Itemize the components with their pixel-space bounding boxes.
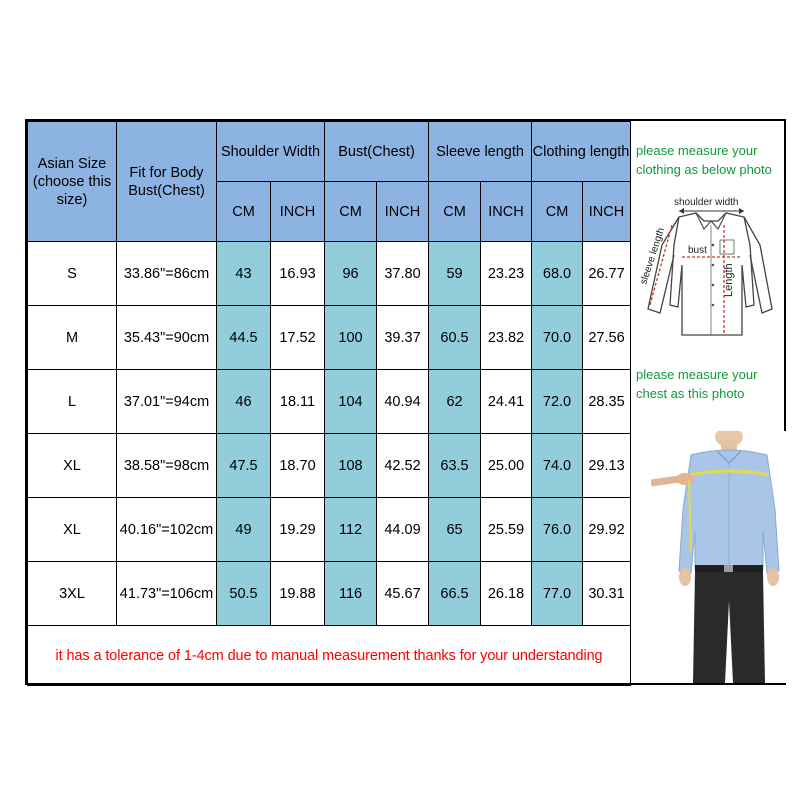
size-table <box>27 121 631 686</box>
header-asian-size: Asian Size (choose this size) <box>28 122 117 242</box>
length-inch-cell: 29.92 <box>583 498 631 562</box>
shoulder-cm-cell: 46 <box>217 370 271 434</box>
sleeve-inch-cell: 24.41 <box>481 370 532 434</box>
table-row <box>28 306 631 370</box>
length-inch-cell: 26.77 <box>583 242 631 306</box>
sleeve-inch-cell: 23.82 <box>481 306 532 370</box>
header-clothing-length: Clothing length <box>532 122 631 182</box>
bust-label: bust <box>688 245 707 256</box>
size-cell: XL <box>28 498 117 562</box>
sleeve-cm-cell: 66.5 <box>429 562 481 626</box>
fit-cell: 37.01"=94cm <box>117 370 217 434</box>
sleeve-length-label: sleeve length <box>638 226 668 286</box>
length-cm-cell: 76.0 <box>532 498 583 562</box>
sleeve-cm-cell: 65 <box>429 498 481 562</box>
bust-cm-cell: 96 <box>325 242 377 306</box>
sleeve-cm-cell: 59 <box>429 242 481 306</box>
size-chart <box>25 119 786 685</box>
table-row <box>28 498 631 562</box>
bust-cm-cell: 100 <box>325 306 377 370</box>
bust-inch-cell: 39.37 <box>377 306 429 370</box>
sleeve-cm-cell: 62 <box>429 370 481 434</box>
sleeve-cm-cell: 63.5 <box>429 434 481 498</box>
sleeve-inch-cell: 26.18 <box>481 562 532 626</box>
shoulder-inch-cell: 19.29 <box>271 498 325 562</box>
sleeve-inch-cell: 23.23 <box>481 242 532 306</box>
table-row <box>28 562 631 626</box>
bust-cm-cell: 108 <box>325 434 377 498</box>
man-measuring-chest-photo-icon <box>651 431 786 683</box>
measure-guide-panel <box>630 121 785 683</box>
bust-inch-cell: 37.80 <box>377 242 429 306</box>
fit-cell: 40.16"=102cm <box>117 498 217 562</box>
bust-inch-cell: 45.67 <box>377 562 429 626</box>
size-cell: 3XL <box>28 562 117 626</box>
unit-inch: INCH <box>271 182 325 242</box>
unit-inch: INCH <box>583 182 631 242</box>
shoulder-cm-cell: 43 <box>217 242 271 306</box>
length-cm-cell: 72.0 <box>532 370 583 434</box>
shoulder-inch-cell: 18.11 <box>271 370 325 434</box>
bust-cm-cell: 104 <box>325 370 377 434</box>
shoulder-inch-cell: 19.88 <box>271 562 325 626</box>
sleeve-cm-cell: 60.5 <box>429 306 481 370</box>
length-cm-cell: 77.0 <box>532 562 583 626</box>
header-shoulder-width: Shoulder Width <box>217 122 325 182</box>
table-row <box>28 242 631 306</box>
size-cell: M <box>28 306 117 370</box>
shoulder-inch-cell: 17.52 <box>271 306 325 370</box>
fit-cell: 38.58"=98cm <box>117 434 217 498</box>
bust-inch-cell: 44.09 <box>377 498 429 562</box>
unit-cm: CM <box>532 182 583 242</box>
bust-cm-cell: 116 <box>325 562 377 626</box>
unit-cm: CM <box>217 182 271 242</box>
unit-cm: CM <box>429 182 481 242</box>
header-fit-for-body: Fit for Body Bust(Chest) <box>117 122 217 242</box>
shoulder-cm-cell: 44.5 <box>217 306 271 370</box>
shoulder-inch-cell: 16.93 <box>271 242 325 306</box>
measure-clothing-text: please measure your clothing as below photo <box>636 143 772 177</box>
size-cell: S <box>28 242 117 306</box>
header-sleeve-length: Sleeve length <box>429 122 532 182</box>
table-row <box>28 434 631 498</box>
size-cell: L <box>28 370 117 434</box>
shirt-diagram-icon <box>634 185 784 345</box>
size-cell: XL <box>28 434 117 498</box>
measure-chest-text: please measure your chest as this photo <box>636 367 758 401</box>
length-inch-cell: 29.13 <box>583 434 631 498</box>
unit-inch: INCH <box>481 182 532 242</box>
unit-cm: CM <box>325 182 377 242</box>
shoulder-cm-cell: 47.5 <box>217 434 271 498</box>
shoulder-cm-cell: 50.5 <box>217 562 271 626</box>
bust-inch-cell: 42.52 <box>377 434 429 498</box>
bust-cm-cell: 112 <box>325 498 377 562</box>
length-inch-cell: 28.35 <box>583 370 631 434</box>
sleeve-inch-cell: 25.00 <box>481 434 532 498</box>
length-cm-cell: 74.0 <box>532 434 583 498</box>
length-inch-cell: 27.56 <box>583 306 631 370</box>
tolerance-note: it has a tolerance of 1-4cm due to manual measurement thanks for your understanding <box>28 626 631 686</box>
length-cm-cell: 68.0 <box>532 242 583 306</box>
fit-cell: 41.73"=106cm <box>117 562 217 626</box>
shoulder-cm-cell: 49 <box>217 498 271 562</box>
header-bust: Bust(Chest) <box>325 122 429 182</box>
length-label: Length <box>723 263 735 297</box>
length-cm-cell: 70.0 <box>532 306 583 370</box>
length-inch-cell: 30.31 <box>583 562 631 626</box>
sleeve-inch-cell: 25.59 <box>481 498 532 562</box>
shoulder-inch-cell: 18.70 <box>271 434 325 498</box>
unit-inch: INCH <box>377 182 429 242</box>
fit-cell: 35.43"=90cm <box>117 306 217 370</box>
fit-cell: 33.86"=86cm <box>117 242 217 306</box>
shoulder-width-label: shoulder width <box>674 197 739 208</box>
table-row <box>28 370 631 434</box>
bust-inch-cell: 40.94 <box>377 370 429 434</box>
